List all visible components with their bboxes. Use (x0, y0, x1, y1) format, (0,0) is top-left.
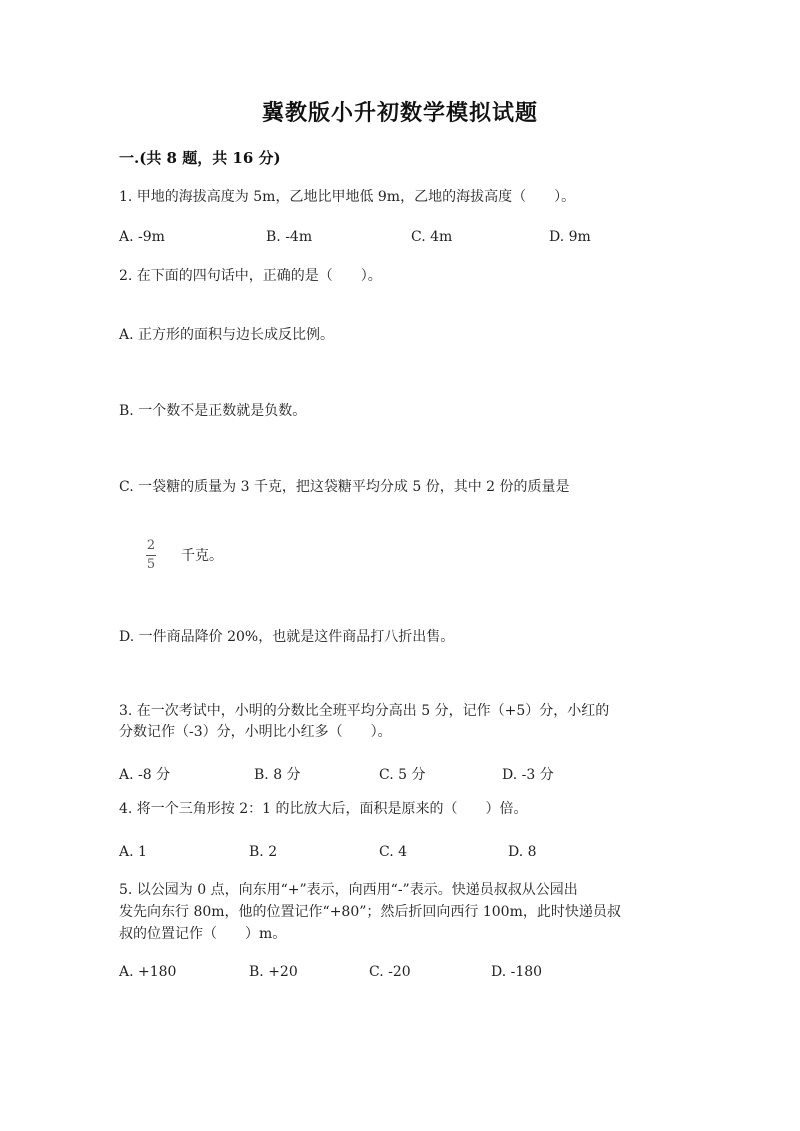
question-5-option-b: B. +20 (249, 964, 298, 980)
section-heading: 一.(共 8 题，共 16 分) (119, 149, 281, 167)
question-3-stem-line-2: 分数记作（-3）分，小明比小红多（ ）。 (119, 724, 392, 740)
fraction-bar (146, 555, 156, 556)
page-title: 冀教版小升初数学模拟试题 (261, 100, 538, 126)
question-5-option-a: A. +180 (119, 964, 177, 980)
question-1-stem: 1. 甲地的海拔高度为 5m，乙地比甲地低 9m，乙地的海拔高度（ ）。 (119, 189, 576, 205)
question-4-option-b: B. 2 (249, 844, 278, 860)
question-2-fraction-unit: 千克。 (181, 548, 223, 564)
question-3-stem-line-1: 3. 在一次考试中，小明的分数比全班平均分高出 5 分，记作（+5）分，小红的 (119, 703, 610, 719)
question-2-option-b: B. 一个数不是正数就是负数。 (119, 403, 307, 419)
question-2-option-a: A. 正方形的面积与边长成反比例。 (119, 327, 335, 343)
question-5-stem-line-3: 叔的位置记作（ ）m。 (119, 926, 287, 942)
question-4-stem: 4. 将一个三角形按 2：1 的比放大后，面积是原来的（ ）倍。 (119, 801, 528, 817)
question-3-option-a: A. -8 分 (119, 767, 171, 783)
question-3-option-d: D. -3 分 (502, 767, 554, 783)
question-3-option-b: B. 8 分 (254, 767, 301, 783)
question-4-option-c: C. 4 (379, 844, 408, 860)
question-1-option-a: A. -9m (119, 229, 165, 245)
fraction-denominator: 5 (146, 557, 156, 572)
question-2-option-d: D. 一件商品降价 20%，也就是这件商品打八折出售。 (119, 629, 455, 645)
question-2-option-c: C. 一袋糖的质量为 3 千克，把这袋糖平均分成 5 份，其中 2 份的质量是 (119, 479, 570, 495)
question-5-stem-line-1: 5. 以公园为 0 点，向东用“+”表示，向西用“-”表示。快递员叔叔从公园出 (119, 882, 578, 898)
question-5-option-d: D. -180 (491, 964, 543, 980)
question-2-fraction (144, 539, 158, 572)
question-3-option-c: C. 5 分 (379, 767, 426, 783)
fraction-numerator: 2 (146, 538, 156, 553)
question-4-option-a: A. 1 (119, 844, 147, 860)
question-5-stem-line-2: 发先向东行 80m，他的位置记作“+80”；然后折回向西行 100m，此时快递员叔 (119, 904, 621, 920)
question-1-option-c: C. 4m (411, 229, 453, 245)
question-4-option-d: D. 8 (508, 844, 537, 860)
question-1-option-d: D. 9m (549, 229, 591, 245)
question-1-option-b: B. -4m (266, 229, 313, 245)
question-5-option-c: C. -20 (369, 964, 411, 980)
question-2-stem: 2. 在下面的四句话中，正确的是（ ）。 (119, 268, 382, 284)
